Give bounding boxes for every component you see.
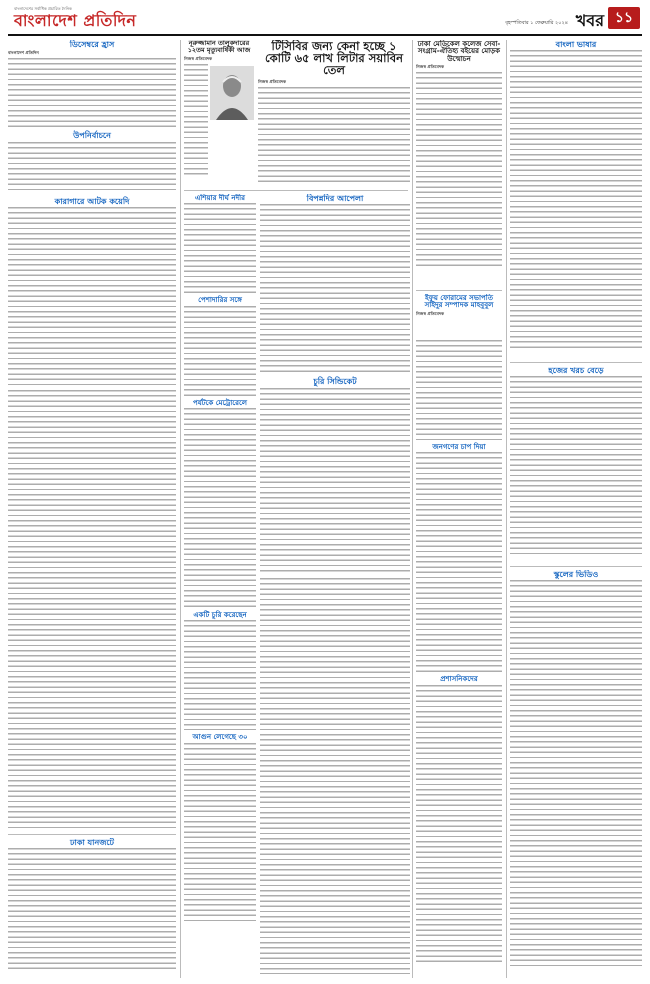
- article-body: [184, 203, 256, 293]
- article-body: [184, 408, 256, 608]
- article-bangla-bhasha[interactable]: [510, 40, 642, 358]
- article-body: [184, 620, 256, 730]
- article-body: [8, 142, 176, 194]
- article-headline: পেশাদারির সঙ্গে: [198, 295, 242, 305]
- article-headline: চুরি সিন্ডিকেট: [313, 376, 357, 387]
- article-body: [260, 388, 410, 574]
- article-bipanna[interactable]: [260, 194, 410, 574]
- article-continued: [8, 390, 176, 830]
- column-divider: [506, 40, 507, 978]
- column-divider: [412, 40, 413, 978]
- article-headline: জনগণের চাপ দিয়া: [432, 442, 486, 451]
- article-byline: নিজস্ব প্রতিবেদক: [416, 64, 445, 70]
- article-divider: [510, 362, 642, 363]
- article-stack-mid[interactable]: [416, 340, 502, 974]
- column-divider: [180, 40, 181, 978]
- article-headline: বাংলা ভাষার: [555, 40, 597, 49]
- article-continued: [260, 578, 410, 974]
- article-headline: কারাগারে আটক কয়েদি: [54, 195, 130, 206]
- article-body: [260, 204, 410, 374]
- article-headline: আগুন লেগেছে ৩০: [192, 732, 248, 742]
- article-byline: নিজস্ব প্রতিবেদক: [184, 55, 213, 61]
- article-tcb[interactable]: [258, 40, 410, 186]
- article-body: [416, 72, 502, 268]
- article-headline: ঢাকা মেডিকেল কলেজ সেবা-সংগ্রাম-ঐতিহ্য বইয়ের মোড়ক উন্মোচন: [417, 40, 501, 63]
- article-body: [8, 848, 176, 972]
- masthead: [8, 6, 642, 36]
- article-body: [260, 578, 410, 974]
- section-name: খবর: [575, 11, 604, 30]
- logo-tagline: বাংলাদেশের সর্বাধিক প্রচারিত দৈনিক: [14, 6, 72, 11]
- article-body: [258, 87, 410, 183]
- article-divider: [416, 290, 502, 291]
- article-dhaka-jaam[interactable]: [8, 838, 176, 978]
- newspaper-page: [8, 6, 642, 978]
- article-body: [416, 685, 502, 965]
- article-body: [416, 452, 502, 672]
- article-byline: বাংলাদেশ প্রতিদিন: [8, 50, 39, 56]
- article-body: [184, 64, 208, 176]
- article-headline: হজের খরচ বেড়ে: [548, 366, 604, 375]
- article-headline: স্কুলের ভিডিও: [553, 570, 599, 579]
- article-byline: নিজস্ব প্রতিবেদক: [258, 79, 287, 85]
- article-headline: পর্যটকে মেট্রোরেলে: [193, 397, 247, 407]
- article-body: [8, 58, 176, 128]
- article-headline: বিপন্নদির আপেলা: [306, 194, 364, 203]
- article-headline: নূরুজ্জামান তালুকদারের ১২তম মৃত্যুবার্ষিকী আজ: [187, 40, 251, 54]
- article-cumilla[interactable]: [416, 294, 502, 338]
- article-headline: একটি চুরি করেছেন: [193, 610, 247, 620]
- article-body: [416, 340, 502, 440]
- article-headline: ডিসেম্বরে হ্রাস: [69, 40, 115, 49]
- article-dmc[interactable]: [416, 40, 502, 286]
- article-body: [184, 743, 256, 923]
- article-headline: ঢাকা যানজটে: [70, 838, 114, 847]
- article-headline: টিসিবির জন্য কেনা হচ্ছে ১ কোটি ৬৫ লাখ লিটার সয়াবিন তেল: [264, 40, 404, 78]
- portrait-photo: [210, 66, 254, 120]
- article-stack-left[interactable]: [184, 194, 256, 974]
- article-divider: [184, 190, 408, 191]
- article-dengue[interactable]: [8, 40, 176, 386]
- article-body: [510, 376, 642, 554]
- article-divider: [8, 834, 176, 835]
- newspaper-logo[interactable]: বাংলাদেশ প্রতিদিন: [14, 11, 137, 30]
- article-school[interactable]: [510, 570, 642, 974]
- article-headline: উপনির্বাচনে: [73, 130, 111, 141]
- article-hajj[interactable]: [510, 366, 642, 562]
- article-body: [8, 390, 176, 830]
- portrait-image: [210, 66, 254, 120]
- article-byline: নিজস্ব প্রতিবেদক: [416, 310, 445, 316]
- article-headline: প্রশাসনিকদের: [440, 674, 478, 684]
- article-headline: এশিয়ার দীর্ঘ নদীর: [194, 194, 246, 202]
- article-divider: [510, 566, 642, 567]
- page-number-badge: ১১: [608, 7, 640, 29]
- article-headline: ইফুয় ফোরামের সভাপতি সাইদুর সম্পাদক মাহবুবুল: [424, 294, 494, 310]
- article-body: [184, 306, 256, 396]
- issue-date: বৃহস্পতিবার ১ ফেব্রুয়ারি ২০২৪: [505, 20, 568, 26]
- article-body: [8, 207, 176, 386]
- article-body: [510, 580, 642, 966]
- article-body: [510, 50, 642, 350]
